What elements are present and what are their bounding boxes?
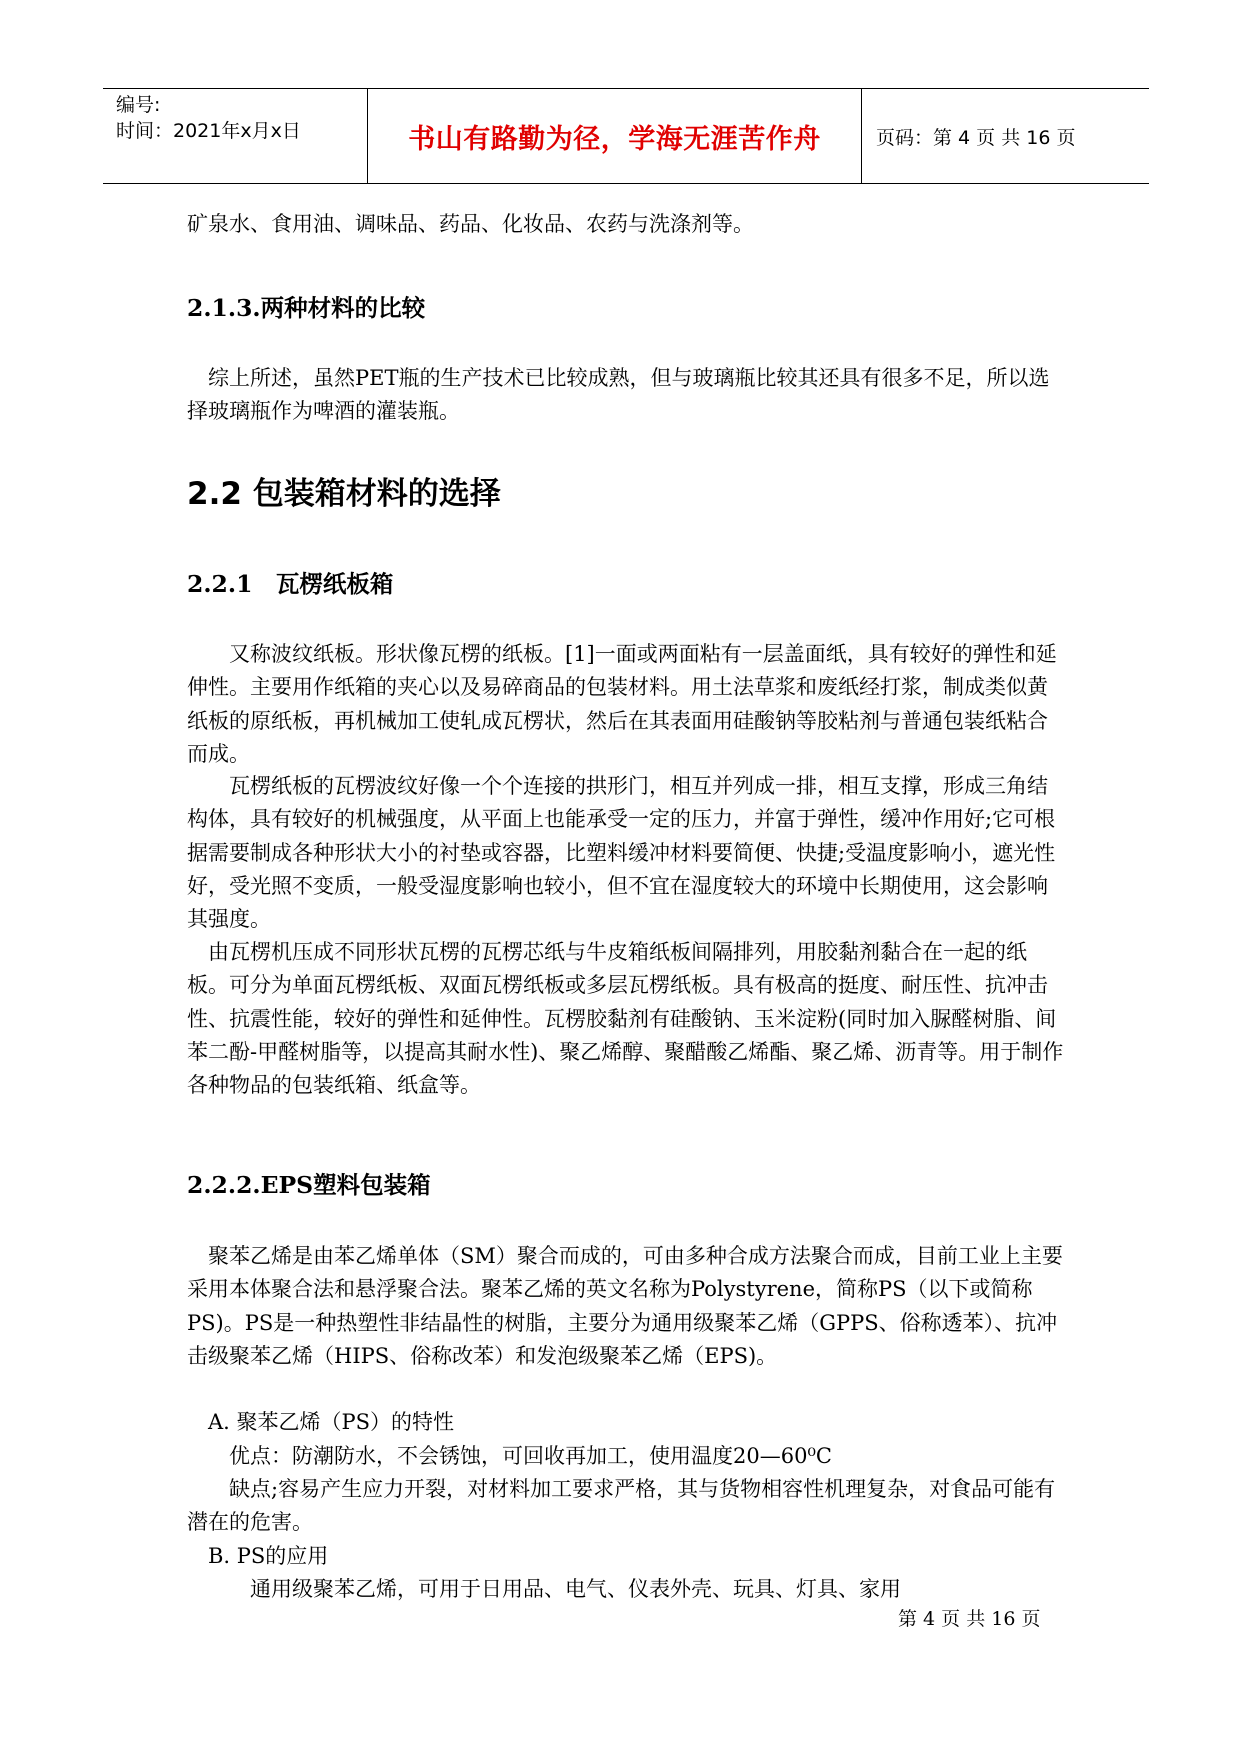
paragraph-corrugated-1: 又称波纹纸板。形状像瓦楞的纸板。[1]一面或两面粘有一层盖面纸，具有较好的弹性和延伸性。主要用作纸箱的夹心以及易碎商品的包装材料。用土法草浆和废纸经打浆，制成类似黄纸板的原纸板，再机械加工使轧成瓦楞状，然后在其表面用硅酸钠等胶粘剂与普通包装纸粘合而成。 <box>187 642 1057 766</box>
page-footer: 第 4 页 共 16 页 <box>898 1608 1041 1630</box>
paragraph-ps-app: 通用级聚苯乙烯，可用于日用品、电气、仪表外壳、玩具、灯具、家用 <box>187 1577 901 1601</box>
page-header <box>103 88 1149 184</box>
header-meta-cell <box>103 89 368 183</box>
number-label: 编号: <box>116 94 161 116</box>
heading-2-2: 2.2 包装箱材料的选择 <box>187 476 501 512</box>
heading-2-2-2: 2.2.2.EPS塑料包装箱 <box>187 1171 431 1199</box>
paragraph-corrugated-3: 由瓦楞机压成不同形状瓦楞的瓦楞芯纸与牛皮箱纸板间隔排列，用胶黏剂黏合在一起的纸板。可分为单面瓦楞纸板、双面瓦楞纸板或多层瓦楞纸板。具有极高的挺度、耐压性、抗冲击性、抗震性能，较好的弹性和延伸性。瓦楞胶黏剂有硅酸钠、玉米淀粉(同时加入脲醛树脂、间苯二酚-甲醛树脂等，以提高其耐水性)、聚乙烯醇、聚醋酸乙烯酯、聚乙烯、沥青等。用于制作各种物品的包装纸箱、纸盒等。 <box>187 940 1064 1098</box>
paragraph-ps-pro: 优点：防潮防水，不会锈蚀，可回收再加工，使用温度20—60⁰C <box>187 1444 832 1468</box>
paragraph-corrugated-2: 瓦楞纸板的瓦楞波纹好像一个个连接的拱形门，相互并列成一排，相互支撑，形成三角结构体，具有较好的机械强度，从平面上也能承受一定的压力，并富于弹性，缓冲作用好;它可根据需要制成各种形状大小的衬垫或容器，比塑料缓冲材料要简便、快捷;受温度影响小，遮光性好，受光照不变质，一般受湿度影响也较小，但不宜在湿度较大的环境中长期使用，这会影响其强度。 <box>187 774 1056 932</box>
motto: 书山有路勤为径，学海无涯苦作舟 <box>408 123 821 155</box>
paragraph-summary: 综上所述，虽然PET瓶的生产技术已比较成熟，但与玻璃瓶比较其还具有很多不足，所以选择玻璃瓶作为啤酒的灌装瓶。 <box>187 366 1050 424</box>
paragraph-ps-b: B. PS的应用 <box>187 1544 329 1568</box>
heading-2-1-3: 2.1.3.两种材料的比较 <box>187 294 426 322</box>
paragraph-ps-intro: 聚苯乙烯是由苯乙烯单体（SM）聚合而成的，可由多种合成方法聚合而成，目前工业上主要采用本体聚合法和悬浮聚合法。聚苯乙烯的英文名称为Polystyrene，简称PS（以下或简称PS)。PS是一种热塑性非结晶性的树脂，主要分为通用级聚苯乙烯（GPPS、俗称透苯）、抗冲击级聚苯乙烯（HIPS、俗称改苯）和发泡级聚苯乙烯（EPS)。 <box>187 1244 1063 1368</box>
header-motto-cell <box>368 89 862 183</box>
paragraph-ps-con: 缺点;容易产生应力开裂，对材料加工要求严格，其与货物相容性机理复杂，对食品可能有潜在的危害。 <box>187 1477 1056 1535</box>
heading-2-2-1: 2.2.1 瓦楞纸板箱 <box>187 570 394 598</box>
header-page-info: 页码：第 4 页 共 16 页 <box>876 126 1076 149</box>
time-label: 时间：2021年x月x日 <box>116 120 301 142</box>
header-page-cell <box>862 89 1149 183</box>
paragraph-intro: 矿泉水、食用油、调味品、药品、化妆品、农药与洗涤剂等。 <box>187 212 754 236</box>
paragraph-ps-a: A. 聚苯乙烯（PS）的特性 <box>187 1410 455 1434</box>
